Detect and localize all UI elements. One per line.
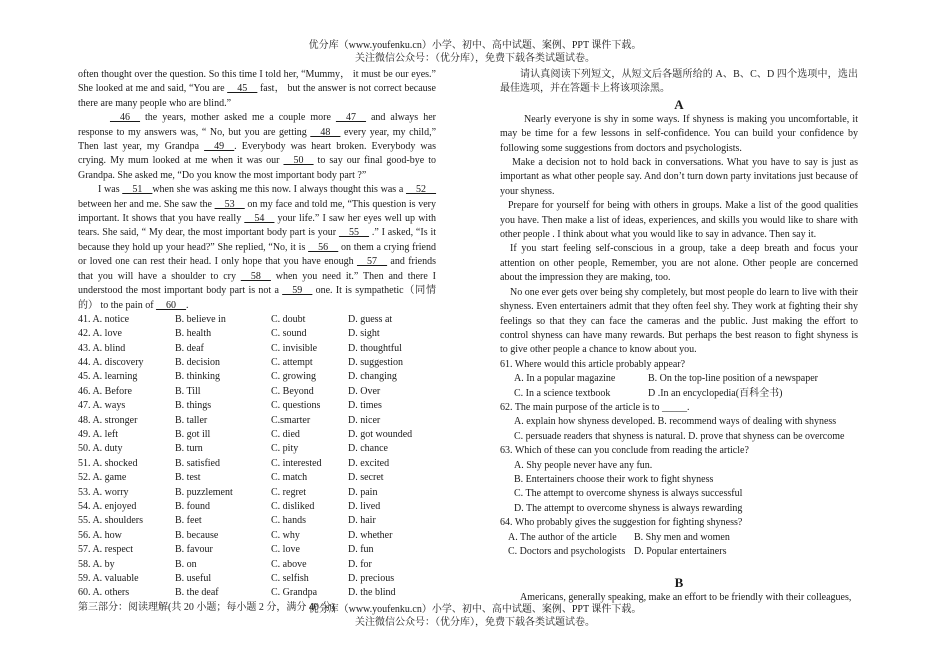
option-row [78,356,436,370]
option-choice[interactable]: C. growing [271,371,316,383]
option-choice[interactable]: D. fun [348,544,374,556]
option-row [78,471,436,485]
option-choice[interactable]: C. selfish [271,572,309,584]
left-column [78,68,436,615]
option-choice[interactable]: C. attempt [271,357,313,369]
option-choice[interactable]: B. satisfied [175,457,220,469]
option-choice[interactable]: 41. A. notice [78,313,130,325]
q62-choices-cd[interactable]: C. persuade readers that shyness is natural. D. prove that shyness can be overcome [514,430,845,442]
option-choice[interactable]: B. believe in [175,313,226,325]
option-choice[interactable]: D. changing [348,371,397,383]
option-choice[interactable]: 53. A. worry [78,486,129,498]
blank-47: __47__ [335,112,366,124]
option-choice[interactable]: B. Till [175,385,201,397]
q61-choices-row-1 [500,372,858,386]
option-choice[interactable]: D. sight [348,328,380,340]
question-61: 61. Where would this article probably appear? [500,358,686,370]
option-choice[interactable]: C. match [271,472,308,484]
option-choice[interactable]: B. things [175,400,212,412]
option-row [78,543,436,557]
option-choice[interactable]: B. decision [175,357,220,369]
q62-choices-ab[interactable]: A. explain how shyness developed. B. recommend ways of dealing with shyness [514,416,837,428]
q61-choices-row-2 [500,387,858,401]
header-line-2: 关注微信公众号：（优分库），免费下载各类试题试卷。 [355,53,595,64]
passage-b-para-1: Americans, generally speaking, make an effort to be friendly with their colleagues, [520,592,852,604]
option-choice[interactable]: C. disliked [271,500,315,512]
passage-a-para-3: Prepare for yourself for being with others in groups. Make a list of the good qualities you have. Then make a list of ideas, experiences, and skills you would like to share with other people . I think about what you would like to say in advance. Then say it. [500,200,858,241]
blank-60: __60__ [156,299,187,311]
blank-58: __58__ [240,270,271,282]
blank-59: __59__ [282,285,313,297]
option-choice[interactable]: 46. A. Before [78,385,132,397]
option-choice[interactable]: C. love [271,544,300,556]
q64-choice-a[interactable]: A. The author of the article [508,531,617,543]
footer-line-2: 关注微信公众号：（优分库），免费下载各类试题试卷。 [355,617,595,628]
q61-choice-d[interactable]: D .In an encyclopedia(百科全书) [648,387,783,399]
question-62: 62. The main purpose of the article is to _____. [500,401,690,413]
option-choice[interactable]: B. health [175,328,212,340]
option-choice[interactable]: D. precious [348,572,395,584]
option-choice[interactable]: D. got wounded [348,429,413,441]
option-choice[interactable]: 44. A. discovery [78,357,144,369]
option-choice[interactable]: C. hands [271,515,306,527]
footer-line-1: 优分库（www.youfenku.cn）小学、初中、高中试题、案例、PPT 课件下载。 [308,604,642,615]
option-choice[interactable]: D. secret [348,472,384,484]
option-choice[interactable]: C. Beyond [271,385,314,397]
passage-a-para-1: Nearly everyone is shy in some ways. If shyness is making you uncomfortable, it may be time for a few lessons in self-confidence. You can build your confidence by following some suggestions from doctors and psychologists. [500,113,858,154]
option-row [78,500,436,514]
section-b-title: B [674,575,684,591]
blank-51: __51__ [122,184,153,196]
option-choice[interactable]: C. above [271,558,307,570]
option-choice[interactable]: D. whether [348,529,393,541]
blank-49: __49__ [204,141,235,153]
option-choice[interactable]: D. excited [348,457,390,469]
option-row [78,342,436,356]
blank-55: __55__ [338,227,369,239]
option-choice[interactable]: 56. A. how [78,529,122,541]
passage-a-para-4: If you start feeling self-conscious in a group, take a deep breath and focus your attention on other people, Remember, you are not alone. Other people are concerned about the impression they are making, too. [500,243,858,284]
passage-a-para-5: No one ever gets over being shy completely, but most people do learn to live with their shyness. Even entertainers admit that they often feel shy. They work at fighting their shy feelings so that they can face the cameras and the public. Just making the effort to control shyness can have many rewards. But perhaps the best reason to fight shyness is to give other people a chance to know about you. [500,286,858,356]
option-choice[interactable]: 57. A. respect [78,544,133,556]
option-choice[interactable]: D. the blind [348,587,396,599]
question-64: 64. Who probably gives the suggestion for fighting shyness? [500,517,743,529]
option-choice[interactable]: 52. A. game [78,472,127,484]
option-choice[interactable]: C. doubt [271,313,306,325]
option-row [78,313,436,327]
question-63: 63. Which of these can you conclude from reading the article? [500,445,749,457]
option-choice[interactable]: B. turn [175,443,203,455]
q64-choice-b[interactable]: B. Shy men and women [634,531,730,543]
option-choice[interactable]: D. hair [348,515,376,527]
blank-54: __54__ [244,213,275,225]
cloze-paragraph-3: I was __51__when she was asking me this now. I always thought this was a __52__ between her and me. She saw the __53__ on my face and told me, “This question is very important. It shows that you have really __54__ your life.” I saw her eyes well up with tears. She said, “ My dear, the most important body part is your __55__ .” I asked, “Is it because they hold up your head?” She replied, “No, it is __56__ on them a crying friend or loved one can rest their head. I only hope that you have enough __57__ and friends that you will have a shoulder to cry __58__ when you need it.” Then and there I understood the most important body part is not a __59__ one. It is sympathetic（同情的） to the pain of __60__. [78,184,437,311]
option-choice[interactable]: 49. A. left [78,429,118,441]
blank-46: __46__ [110,112,140,124]
option-choice[interactable]: 48. A. stronger [78,414,138,426]
q64-choice-c[interactable]: C. Doctors and psychologists [508,545,626,557]
option-choice[interactable]: C. sound [271,328,307,340]
cloze-paragraph-2: __46__ the years, mother asked me a couple more __47__ and always her response to my answers was, “ No, but you are getting __48__ every year, my child,” Then last year, my Grandpa __49__. Everybody was heart broken. Everybody was crying. My mum looked at me when it was our __50__ to say our final good-bye to Grandpa. She asked me, “Do you know the most important body part ?” [78,112,437,181]
option-row [78,558,436,572]
option-row [78,457,436,471]
option-choice[interactable]: 59. A. valuable [78,572,139,584]
option-row [78,442,436,456]
option-choice[interactable]: 42. A. love [78,328,122,340]
option-row [78,486,436,500]
option-choice[interactable]: D. chance [348,443,388,455]
option-choice[interactable]: 43. A. blind [78,342,126,354]
blank-52: __52__ [406,184,437,196]
q64-choices-row-2 [500,545,858,559]
option-choice[interactable]: B. thinking [175,371,221,383]
header-line-1: 优分库（www.youfenku.cn）小学、初中、高中试题、案例、PPT 课件下载。 [308,40,642,51]
option-choice[interactable]: B. puzzlement [175,486,233,498]
option-choice[interactable]: C. why [271,529,300,541]
option-choice[interactable]: D. Over [348,385,381,397]
option-row [78,572,436,586]
cloze-paragraph-1: often thought over the question. So this time I told her, “Mummy， it must be our eyes.” She looked at me and said, “You are __45__ fast， but the answer is not correct because there are many people who are blind.” [78,69,436,109]
option-choice[interactable]: C. questions [271,400,321,412]
cloze-options [78,313,436,601]
option-choice[interactable]: D. lived [348,500,381,512]
option-choice[interactable]: 54. A. enjoyed [78,500,137,512]
option-choice[interactable]: 58. A. by [78,558,115,570]
option-choice[interactable]: B. found [175,500,210,512]
option-choice[interactable]: C. Grandpa [271,587,318,599]
option-choice[interactable]: B. taller [175,414,208,426]
option-choice[interactable]: C. regret [271,486,306,498]
option-choice[interactable]: C. died [271,429,300,441]
option-choice[interactable]: C. interested [271,457,322,469]
part3-heading: 第三部分：阅读理解(共 20 小题；每小题 2 分，满分 40 分) [78,601,335,613]
option-choice[interactable]: C.smarter [271,414,311,426]
q63-choice-c[interactable]: C. The attempt to overcome shyness is always successful [514,488,743,500]
q61-choice-a[interactable]: A. In a popular magazine [514,373,616,385]
q64-choices-row-1 [500,531,858,545]
q61-choice-c[interactable]: C. In a science textbook [514,387,611,399]
option-row [78,586,436,600]
option-choice[interactable]: B. the deaf [175,587,219,599]
option-choice[interactable]: D. guess at [348,313,393,325]
option-choice[interactable]: D. thoughtful [348,342,402,354]
blank-48: __48__ [310,126,341,138]
option-row [78,370,436,384]
option-choice[interactable]: C. invisible [271,342,318,354]
passage-a-para-2: Make a decision not to hold back in conversations. What you have to say is just as important as what other people say. And don’t turn down party invitations just because of your shyness. [500,157,858,197]
q61-choice-b[interactable]: B. On the top-line position of a newspaper [648,373,818,385]
blank-45: __45__ [227,83,258,95]
option-choice[interactable]: B. feet [175,515,202,527]
section-a-title: A [674,96,684,112]
option-choice[interactable]: 50. A. duty [78,443,123,455]
q63-choice-b[interactable]: B. Entertainers choose their work to fight shyness [514,473,714,485]
option-choice[interactable]: 47. A. ways [78,400,126,412]
option-choice[interactable]: D. pain [348,486,378,498]
q64-choice-d[interactable]: D. Popular entertainers [634,545,727,557]
option-choice[interactable]: B. favour [175,544,213,556]
option-row [78,428,436,442]
option-row [78,514,436,528]
q63-choice-a[interactable]: A. Shy people never have any fun. [514,459,653,471]
blank-50: __50__ [283,155,314,167]
option-row [78,529,436,543]
option-choice[interactable]: B. deaf [175,342,204,354]
option-row [78,414,436,428]
page-footer [0,603,950,629]
option-choice[interactable]: C. pity [271,443,299,455]
page-header [0,39,950,65]
option-choice[interactable]: D. nicer [348,414,381,426]
option-row [78,385,436,399]
option-choice[interactable]: D. times [348,400,382,412]
option-choice[interactable]: 45. A. learning [78,371,138,383]
option-choice[interactable]: 60. A. others [78,587,130,599]
option-choice[interactable]: D. for [348,558,372,570]
option-choice[interactable]: B. test [175,472,201,484]
reading-instructions: 请认真阅读下列短文，从短文后各题所给的 A、B、C、D 四个选项中，选出最佳选项，并在答题卡上将该项涂黑。 [500,69,858,95]
right-column [500,68,858,606]
option-choice[interactable]: 51. A. shocked [78,457,138,469]
option-choice[interactable]: 55. A. shoulders [78,515,143,527]
option-choice[interactable]: B. useful [175,572,212,584]
blank-56: __56__ [308,241,339,253]
blank-53: __53__ [214,198,245,210]
option-choice[interactable]: B. because [175,529,219,541]
option-choice[interactable]: B. on [175,558,197,570]
blank-57: __57__ [357,256,388,268]
q63-choice-d[interactable]: D. The attempt to overcome shyness is always rewarding [514,502,743,514]
option-choice[interactable]: B. got ill [175,429,211,441]
option-row [78,327,436,341]
option-choice[interactable]: D. suggestion [348,357,403,369]
option-row [78,399,436,413]
